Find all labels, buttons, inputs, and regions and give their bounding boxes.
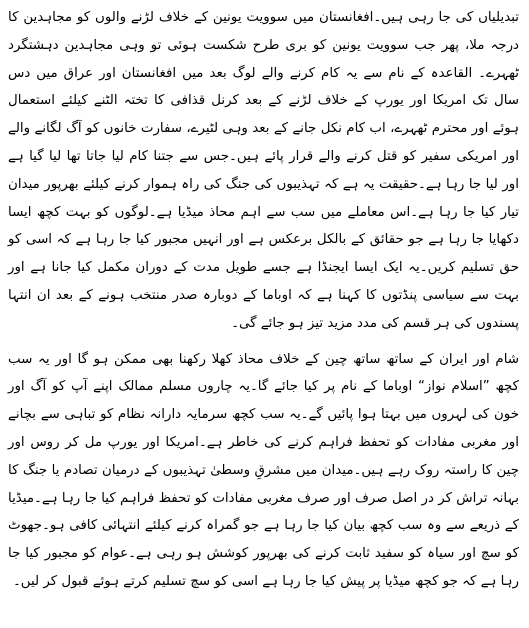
article-paragraph-2: شام اور ایران کے ساتھ ساتھ چین کے خلاف محاذ کھلا رکھنا بھی ممکن ہو گا اور یہ سب کچھ ”اسلام نواز“ اوباما کے نام پر کیا جائے گا۔یہ چاروں مسلم ممالک اپنے آپ کو آگ اور خون کی لہروں میں بہتا ہوا پائیں گے۔یہ سب کچھ سرمایہ دارانہ نظام کو تباہی سے بچانے اور مغربی مفادات کو تحفظ فراہم کرنے کی خاطر ہے۔امریکا اور یورپ مل کر روس اور چین کا راستہ روک رہے ہیں۔میدان میں مشرقِ وسطیٰ تہذیبوں کے درمیان تصادم یا جنگ کا بہانہ تراش کر در اصل صرف اور صرف مغربی مفادات کو تحفظ فراہم کیا جا رہا ہے۔میڈیا کے ذریعے سے وہ سب کچھ بیان کیا جا رہا ہے جو گمراہ کرنے کیلئے انتہائی کافی ہو۔جھوٹ کو سچ اور سیاہ کو سفید ثابت کرنے کی بھرپور کوشش ہو رہی ہے۔عوام کو مجبور کیا جا رہا ہے کہ جو کچھ میڈیا پر پیش کیا جا رہا ہے اسی کو سچ تسلیم کرتے ہوئے قبول کر لیں۔ xyxy=(8,351,519,589)
article-paragraph-1: تبدیلیاں کی جا رہی ہیں۔افغانستان میں سوویت یونین کے خلاف لڑنے والوں کو مجاہدین کا درجہ ملا، پھر جب سوویت یونین کو بری طرح شکست ہوئی تو وہی مجاہدین دہشتگرد ٹھہرے۔ القاعدہ کے نام سے یہ کام کرنے والے لوگ بعد میں افغانستان اور عراق میں دس سال تک امریکا اور یورپ کے خلاف لڑنے کے بعد کرنل قذافی کا تختہ الٹنے کیلئے استعمال ہوئے اور محترم ٹھہرے، اب کام نکل جانے کے بعد وہی لٹیرے، سفارت خانوں کو آگ لگانے والے اور امریکی سفیر کو قتل کرنے والے قرار پائے ہیں۔جس سے جتنا کام لیا جاتا تھا لیا گیا ہے اور لیا جا رہا ہے۔حقیقت یہ ہے کہ تہذیبوں کی جنگ کی راہ ہموار کرنے کیلئے بھرپور میدان تیار کیا جا رہا ہے۔اس معاملے میں سب سے اہم محاذ میڈیا ہے۔لوگوں کو بہت کچھ ایسا دکھایا جا رہا ہے جو حقائق کے بالکل برعکس ہے اور انہیں مجبور کیا جا رہا ہے کہ اسی کو حق تسلیم کریں۔یہ ایک ایسا ایجنڈا ہے جسے طویل مدت کے دوران مکمل کیا جانا ہے اور بہت سے سیاسی پنڈتوں کا کہنا ہے کہ اوباما کے دوبارہ صدر منتخب ہونے کے بعد ان انتہا پسندوں کی ہر قسم کی مدد مزید تیز ہو جائے گی۔ xyxy=(8,10,519,331)
